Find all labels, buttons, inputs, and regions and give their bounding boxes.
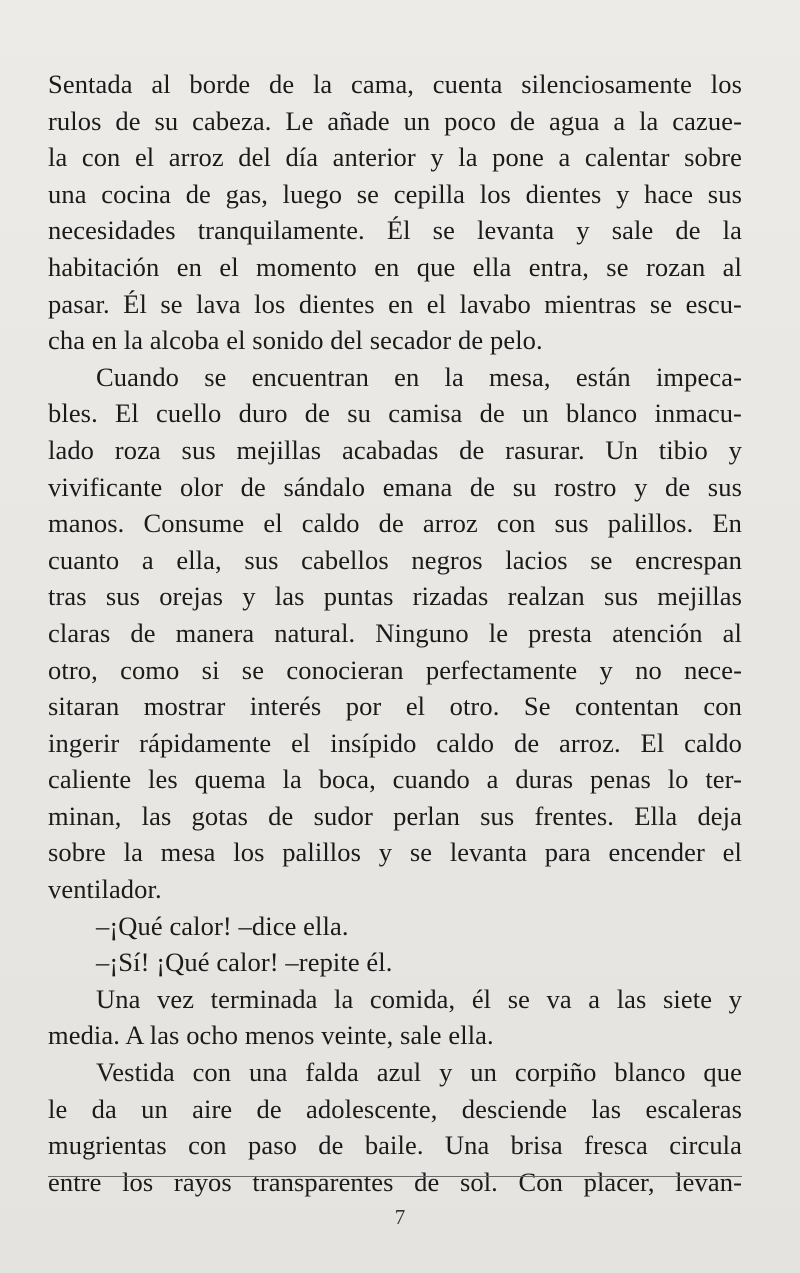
text-line: una cocina de gas, luego se cepilla los dientes y hace sus bbox=[48, 178, 742, 209]
text-line: cha en la alcoba el sonido del secador de pelo. bbox=[48, 325, 543, 356]
text-line: entre los rayos transparentes de sol. Con placer, levan- bbox=[48, 1166, 742, 1197]
text-line: manos. Consume el caldo de arroz con sus palillos. En bbox=[48, 508, 742, 539]
text-line: Una vez terminada la comida, él se va a las siete y bbox=[96, 983, 742, 1014]
text-line: lado roza sus mejillas acabadas de rasurar. Un tibio y bbox=[48, 434, 742, 465]
text-line: Cuando se encuentran en la mesa, están impeca- bbox=[96, 361, 742, 392]
text-line: pasar. Él se lava los dientes en el lavabo mientras se escu- bbox=[48, 288, 742, 319]
text-line: vivificante olor de sándalo emana de su rostro y de sus bbox=[48, 471, 742, 502]
dialogue-line: –¡Qué calor! –dice ella. bbox=[96, 910, 349, 941]
text-line: caliente les quema la boca, cuando a duras penas lo ter- bbox=[48, 764, 742, 795]
text-line: mugrientas con paso de baile. Una brisa fresca circula bbox=[48, 1130, 742, 1161]
text-line: rulos de su cabeza. Le añade un poco de agua a la cazue- bbox=[48, 105, 742, 136]
text-line: sitaran mostrar interés por el otro. Se contentan con bbox=[48, 691, 742, 722]
text-line: necesidades tranquilamente. Él se levanta y sale de la bbox=[48, 215, 742, 246]
text-line: otro, como si se conocieran perfectamente y no nece- bbox=[48, 654, 742, 685]
text-line: sobre la mesa los palillos y se levanta para encender el bbox=[48, 837, 742, 868]
page-number: 7 bbox=[394, 1205, 406, 1229]
dialogue-line: –¡Sí! ¡Qué calor! –repite él. bbox=[96, 947, 393, 978]
text-line: minan, las gotas de sudor perlan sus frentes. Ella deja bbox=[48, 800, 742, 831]
footer-rule bbox=[48, 1176, 742, 1177]
text-line: cuanto a ella, sus cabellos negros lacios se encrespan bbox=[48, 544, 742, 575]
text-line: ingerir rápidamente el insípido caldo de arroz. El caldo bbox=[48, 727, 742, 758]
text-line: bles. El cuello duro de su camisa de un blanco inmacu- bbox=[48, 398, 742, 429]
text-line: tras sus orejas y las puntas rizadas realzan sus mejillas bbox=[48, 581, 742, 612]
text-line: media. A las ocho menos veinte, sale ella. bbox=[48, 1020, 494, 1051]
text-line: claras de manera natural. Ninguno le presta atención al bbox=[48, 617, 742, 648]
text-line: ventilador. bbox=[48, 874, 162, 905]
text-line: Vestida con una falda azul y un corpiño blanco que bbox=[96, 1057, 742, 1088]
text-line: le da un aire de adolescente, desciende las escaleras bbox=[48, 1093, 742, 1124]
body-text bbox=[48, 66, 742, 1200]
text-line: la con el arroz del día anterior y la pone a calentar sobre bbox=[48, 142, 742, 173]
text-line: habitación en el momento en que ella entra, se rozan al bbox=[48, 251, 742, 282]
text-line: Sentada al borde de la cama, cuenta silenciosamente los bbox=[48, 69, 742, 99]
